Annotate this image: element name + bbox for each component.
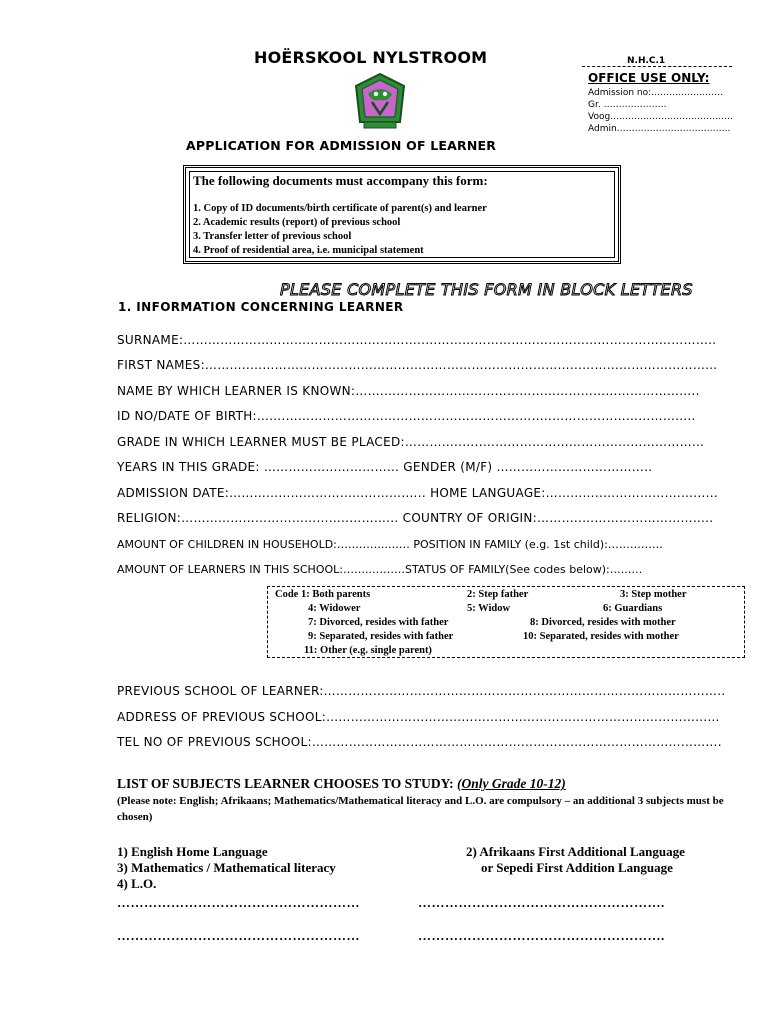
household-position-field[interactable]: AMOUNT OF CHILDREN IN HOUSEHOLD:…………..…… POSITION IN FAMILY (e.g. 1st child):……………: [117, 538, 663, 551]
form-title: APPLICATION FOR ADMISSION OF LEARNER: [186, 138, 497, 153]
code-item: 11: Other (e.g. single parent): [304, 645, 432, 656]
list-item: 1. Copy of ID documents/birth certificate of parent(s) and learner: [193, 203, 487, 214]
office-field-admin: Admin………………………………..: [588, 124, 731, 134]
subjects-grade-note: (Only Grade 10-12): [457, 776, 566, 791]
learners-status-field[interactable]: AMOUNT OF LEARNERS IN THIS SCHOOL:……..………STATUS OF FAMILY(See codes below):…..….: [117, 563, 643, 576]
required-documents-title: The following documents must accompany this form:: [193, 173, 488, 188]
office-field-grade: Gr. …………………: [588, 100, 667, 110]
required-documents-box: [183, 165, 621, 264]
code-item: 10: Separated, resides with mother: [523, 631, 679, 642]
subject-sepedi-fal: or Sepedi First Addition Language: [481, 860, 673, 875]
id-birth-field[interactable]: ID NO/DATE OF BIRTH:…….………………………………………………………..……………………………..: [117, 409, 696, 423]
religion-country-field[interactable]: RELIGION:…………………………………..………... COUNTRY OF ORIGIN:………..…………………………..: [117, 511, 714, 525]
code-item: 7: Divorced, resides with father: [308, 617, 449, 628]
additional-subject-line[interactable]: ………………………………………………: [117, 895, 360, 910]
code-item: Code 1: Both parents: [275, 589, 371, 600]
school-name: HOËRSKOOL NYLSTROOM: [254, 48, 488, 67]
previous-school-field[interactable]: PREVIOUS SCHOOL OF LEARNER:……………………………………………………………………………………..: [117, 684, 726, 698]
surname-field[interactable]: SURNAME:…………………………………………………..……………………………………………………………..: [117, 333, 717, 347]
previous-school-address-field[interactable]: ADDRESS OF PREVIOUS SCHOOL:……………………………………………………………………………………: [117, 710, 720, 724]
code-item: 4: Widower: [308, 603, 361, 614]
code-item: 9: Separated, resides with father: [308, 631, 454, 642]
subject-english-home: 1) English Home Language: [117, 844, 268, 859]
admission-language-field[interactable]: ADMISSION DATE:…………………………………….….. HOME LANGUAGE:…………..……………….…......: [117, 486, 718, 500]
subjects-title: LIST OF SUBJECTS LEARNER CHOOSES TO STUDY:: [117, 776, 454, 791]
first-names-field[interactable]: FIRST NAMES:………..……………………………………………………………………………………………………: [117, 358, 718, 372]
office-field-voog: Voog…………………………………..: [588, 112, 733, 122]
subject-mathematics: 3) Mathematics / Mathematical literacy: [117, 860, 336, 875]
required-documents-list: [193, 202, 487, 258]
grade-placed-field[interactable]: GRADE IN WHICH LEARNER MUST BE PLACED:…………..…..………………………………………………: [117, 435, 705, 449]
office-use-title: OFFICE USE ONLY:: [588, 71, 710, 85]
known-name-field[interactable]: NAME BY WHICH LEARNER IS KNOWN:…….…………………………………………………………………..: [117, 384, 700, 398]
code-item: 3: Step mother: [620, 589, 687, 600]
section-heading-learner-info: 1. INFORMATION CONCERNING LEARNER: [118, 300, 404, 314]
form-code: N.H.C.1: [627, 56, 666, 66]
additional-subject-line[interactable]: ……………………………………………….: [418, 928, 665, 943]
school-crest-logo: [352, 72, 408, 132]
code-item: 6: Guardians: [603, 603, 663, 614]
list-item: 2. Academic results (report) of previous school: [193, 217, 401, 228]
additional-subject-line[interactable]: ………………………………………………: [117, 928, 360, 943]
subject-lo: 4) L.O.: [117, 876, 157, 891]
subjects-compulsory-note: (Please note: English; Afrikaans; Mathematics/Mathematical literacy and L.O. are compulsory – an additional 3 subjects must be chosen): [117, 795, 724, 823]
code-item: 5: Widow: [467, 603, 511, 614]
office-field-admission-no: Admission no:……………………: [588, 88, 724, 98]
block-letters-instruction: PLEASE COMPLETE THIS FORM IN BLOCK LETTERS: [280, 280, 693, 299]
list-item: 3. Transfer letter of previous school: [193, 231, 352, 242]
family-status-codes-box: [267, 586, 745, 658]
years-gender-field[interactable]: YEARS IN THIS GRADE: …………………………… GENDER (M/F) ………………………………..: [117, 460, 653, 474]
subjects-heading: [117, 776, 566, 792]
list-item: 4. Proof of residential area, i.e. municipal statement: [193, 245, 424, 256]
subject-afrikaans-fal: 2) Afrikaans First Additional Language: [466, 844, 685, 859]
additional-subject-line[interactable]: ……………………………………………….: [418, 895, 665, 910]
previous-school-tel-field[interactable]: TEL NO OF PREVIOUS SCHOOL:……………………………………………………………………………………….: [117, 735, 722, 749]
code-item: 2: Step father: [467, 589, 529, 600]
code-item: 8: Divorced, resides with mother: [530, 617, 676, 628]
